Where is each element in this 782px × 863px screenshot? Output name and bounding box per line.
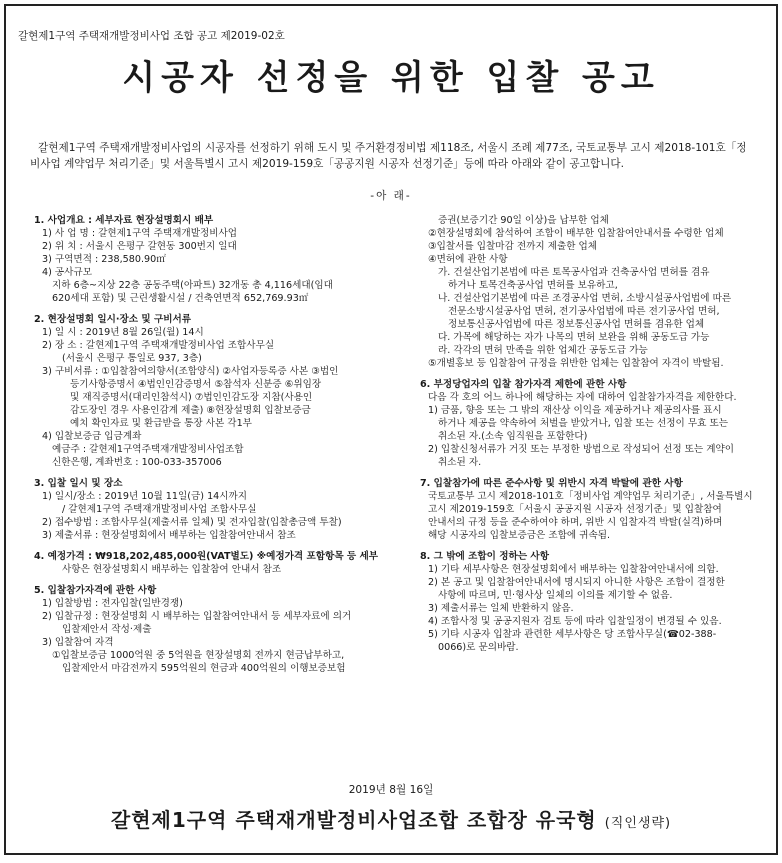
- notice-page: [4, 4, 778, 855]
- section-line: 3) 제출서류 : 현장설명회에서 배부하는 입찰참여안내서 참조: [42, 530, 296, 541]
- section-line: 3) 구비서류 : ①입찰참여의향서(조합양식) ②사업자등록증 사본 ③법인: [42, 366, 339, 377]
- section: [420, 550, 760, 654]
- section: [34, 313, 396, 469]
- section: [34, 584, 396, 675]
- section-line: 1) 사 업 명 : 갈현제1구역 주택재개발정비사업: [42, 228, 238, 239]
- section-line: 620세대 포함) 및 근린생활시설 / 건축연면적 652,769.93㎡: [52, 293, 309, 304]
- section-title: 1. 사업개요 : 세부자료 현장설명회시 배부: [34, 215, 214, 226]
- left-column: [34, 214, 396, 683]
- section-line: 예치 확인자료 및 환급받을 통장 사본 각1부: [70, 418, 252, 429]
- seal-note: (직인생략): [604, 816, 672, 831]
- section-line: 사항은 현장설명회시 배부하는 입찰참여 안내서 참조: [62, 564, 282, 575]
- section-line: 사항에 따르며, 민·형사상 일체의 이의를 제기할 수 없음.: [438, 590, 673, 601]
- section-line: 하거나 토목건축공사업 면허를 보유하고,: [448, 280, 618, 291]
- section-line: ④면허에 관한 사항: [428, 254, 508, 265]
- section-line: 1) 기타 세부사항은 현장설명회에서 배부하는 입찰참여안내서에 의함.: [428, 564, 719, 575]
- section-line: 신한은행, 계좌번호 : 100-033-357006: [52, 457, 222, 468]
- section-line: 4) 공사규모: [42, 267, 92, 278]
- section-line: ②현장설명회에 참석하여 조합이 배부한 입찰참여안내서를 수령한 업체: [428, 228, 724, 239]
- section-line: 취소된 자.(소속 임직원을 포함한다): [438, 431, 588, 442]
- section-title: 4. 예정가격 : ₩918,202,485,000원(VAT별도) ※예정가격 포함항목 등 세부: [34, 551, 379, 562]
- section-line: 증권(보증기간 90일 이상)을 납부한 업체: [438, 215, 609, 226]
- section: [420, 214, 760, 370]
- section-line: 2) 위 치 : 서울시 은평구 갈현동 300번지 일대: [42, 241, 237, 252]
- section-line: 3) 제출서류는 일체 반환하지 않음.: [428, 603, 574, 614]
- ara-heading: -아 래-: [370, 190, 412, 202]
- section-line: ①입찰보증금 1000억원 중 5억원을 현장설명회 전까지 현금납부하고,: [52, 650, 345, 661]
- section-line: 3) 구역면적 : 238,580.90㎡: [42, 254, 166, 265]
- intro-paragraph: 갈현제1구역 주택재개발정비사업의 시공자를 선정하기 위해 도시 및 주거환경정비법 제118조, 서울시 조례 제77조, 국토교통부 고시 제2018-101호「정비사업 계약업무 처리기준」및 서울특별시 고시 제2019-159호「공공지원 시공자 선정기준」등에 따라 아래와 같이 공고합니다.: [30, 142, 747, 170]
- section: [34, 477, 396, 542]
- right-column: [420, 214, 760, 662]
- section-title: 3. 입찰 일시 및 장소: [34, 478, 123, 489]
- signature-text: 갈현제1구역 주택재개발정비사업조합 조합장 유국형: [110, 808, 597, 832]
- section-line: 정보통신공사업법에 따른 정보통신공사업 면허를 겸유한 업체: [448, 319, 705, 330]
- section-line: 입찰제안서 작성·제출: [62, 624, 152, 635]
- section-line: 2) 입찰신청서류가 거짓 또는 부정한 방법으로 작성되어 선정 또는 계약이: [428, 444, 735, 455]
- section-line: 1) 일 시 : 2019년 8월 26일(월) 14시: [42, 327, 204, 338]
- section-line: 2) 본 공고 및 입찰참여안내서에 명시되지 아니한 사항은 조합이 결정한: [428, 577, 725, 588]
- section-line: 등기사항증명서 ④법인인감증명서 ⑤참석자 신분증 ⑥위임장: [70, 379, 322, 390]
- section-line: 전문소방시설공사업 면허, 전기공사업법에 따른 전기공사업 면허,: [448, 306, 720, 317]
- section-line: 2) 장 소 : 갈현제1구역 주택재개발정비사업 조합사무실: [42, 340, 275, 351]
- section-line: 다. 가목에 해당하는 자가 나목의 면허 보완을 위해 공동도급 가능: [438, 332, 710, 343]
- section-line: 5) 기타 시공자 입찰과 관련한 세부사항은 당 조합사무실(☎02-388-: [428, 629, 717, 640]
- section-line: 나. 건설산업기본법에 따른 조경공사업 면허, 소방시설공사업법에 따른: [438, 293, 732, 304]
- section-line: 4) 조합사정 및 공공지원자 검토 등에 따라 입찰일정이 변경될 수 있음.: [428, 616, 722, 627]
- section-line: 입찰제안서 마감전까지 595억원의 현금과 400억원의 이행보증보험: [62, 663, 346, 674]
- section-title: 2. 현장설명회 일시·장소 및 구비서류: [34, 314, 192, 325]
- signature-line: [6, 804, 776, 833]
- section: [420, 477, 760, 542]
- section-line: 및 재직증명서(대리인참석시) ⑦법인인감도장 지참(사용인: [70, 392, 313, 403]
- section-line: 감도장인 경우 사용인감계 제출) ⑧현장설명회 입찰보증금: [70, 405, 311, 416]
- section-title: 5. 입찰참가자격에 관한 사항: [34, 585, 157, 596]
- section-line: 0066)로 문의바람.: [438, 642, 519, 653]
- section-line: 안내서의 규정 등을 준수하여야 하며, 위반 시 입찰자격 박탈(실격)하며: [428, 517, 723, 528]
- section-line: 취소된 자.: [438, 457, 482, 468]
- section-line: 국토교통부 고시 제2018-101호「정비사업 계약업무 처리기준」, 서울특별시: [428, 491, 753, 502]
- section-line: 다음 각 호의 어느 하나에 해당하는 자에 대하여 입찰참가자격을 제한한다.: [428, 392, 737, 403]
- section-line: 해당 시공자의 입찰보증금은 조합에 귀속됨.: [428, 530, 611, 541]
- section-line: 1) 금품, 향응 또는 그 밖의 재산상 이익을 제공하거나 제공의사를 표시: [428, 405, 722, 416]
- section-line: 예금주 : 갈현제1구역주택재개발정비사업조합: [52, 444, 244, 455]
- section: [420, 378, 760, 469]
- section-line: 2) 접수방법 : 조합사무실(제출서류 일체) 및 전자입찰(입찰총금액 투찰): [42, 517, 342, 528]
- notice-date: 2019년 8월 16일: [348, 784, 434, 796]
- section-title: 7. 입찰참가에 따른 준수사항 및 위반시 자격 박탈에 관한 사항: [420, 478, 683, 489]
- section-line: (서울시 은평구 통일로 937, 3층): [62, 353, 202, 364]
- section-line: 하거나 제공을 약속하여 처벌을 받았거나, 입찰 또는 선정이 무효 또는: [438, 418, 728, 429]
- section-line: 고시 제2019-159호「서울시 공공지원 시공자 선정기준」및 입찰참여: [428, 504, 722, 515]
- section-line: 지하 6층~지상 22층 공동주택(아파트) 32개동 총 4,116세대(임대: [52, 280, 333, 291]
- section-line: ③입찰서를 입찰마감 전까지 제출한 업체: [428, 241, 598, 252]
- section-line: 4) 입찰보증금 입금계좌: [42, 431, 142, 442]
- section-line: 3) 입찰참여 자격: [42, 637, 114, 648]
- section-line: 1) 입찰방법 : 전자입찰(일반경쟁): [42, 598, 183, 609]
- section-line: 라. 각각의 면허 만족을 위한 업체간 공동도급 가능: [438, 345, 648, 356]
- notice-number: 갈현제1구역 주택재개발정비사업 조합 공고 제2019-02호: [18, 30, 285, 42]
- section-line: 2) 입찰규정 : 현장설명회 시 배부하는 입찰참여안내서 등 세부자료에 의거: [42, 611, 352, 622]
- section-line: ⑤개별홍보 등 입찰참여 규정을 위반한 업체는 입찰참여 자격이 박탈됨.: [428, 358, 724, 369]
- section-title: 8. 그 밖에 조합이 정하는 사항: [420, 551, 549, 562]
- section-title: 6. 부정당업자의 입찰 참가자격 제한에 관한 사항: [420, 379, 627, 390]
- section-line: 가. 건설산업기본법에 따른 토목공사업과 건축공사업 면허를 겸유: [438, 267, 710, 278]
- section-line: 1) 일시/장소 : 2019년 10월 11일(금) 14시까지: [42, 491, 248, 502]
- section: [34, 550, 396, 576]
- page-title: 시공자 선정을 위한 입찰 공고: [122, 58, 660, 98]
- section: [34, 214, 396, 305]
- section-line: / 갈현제1구역 주택재개발정비사업 조합사무실: [62, 504, 257, 515]
